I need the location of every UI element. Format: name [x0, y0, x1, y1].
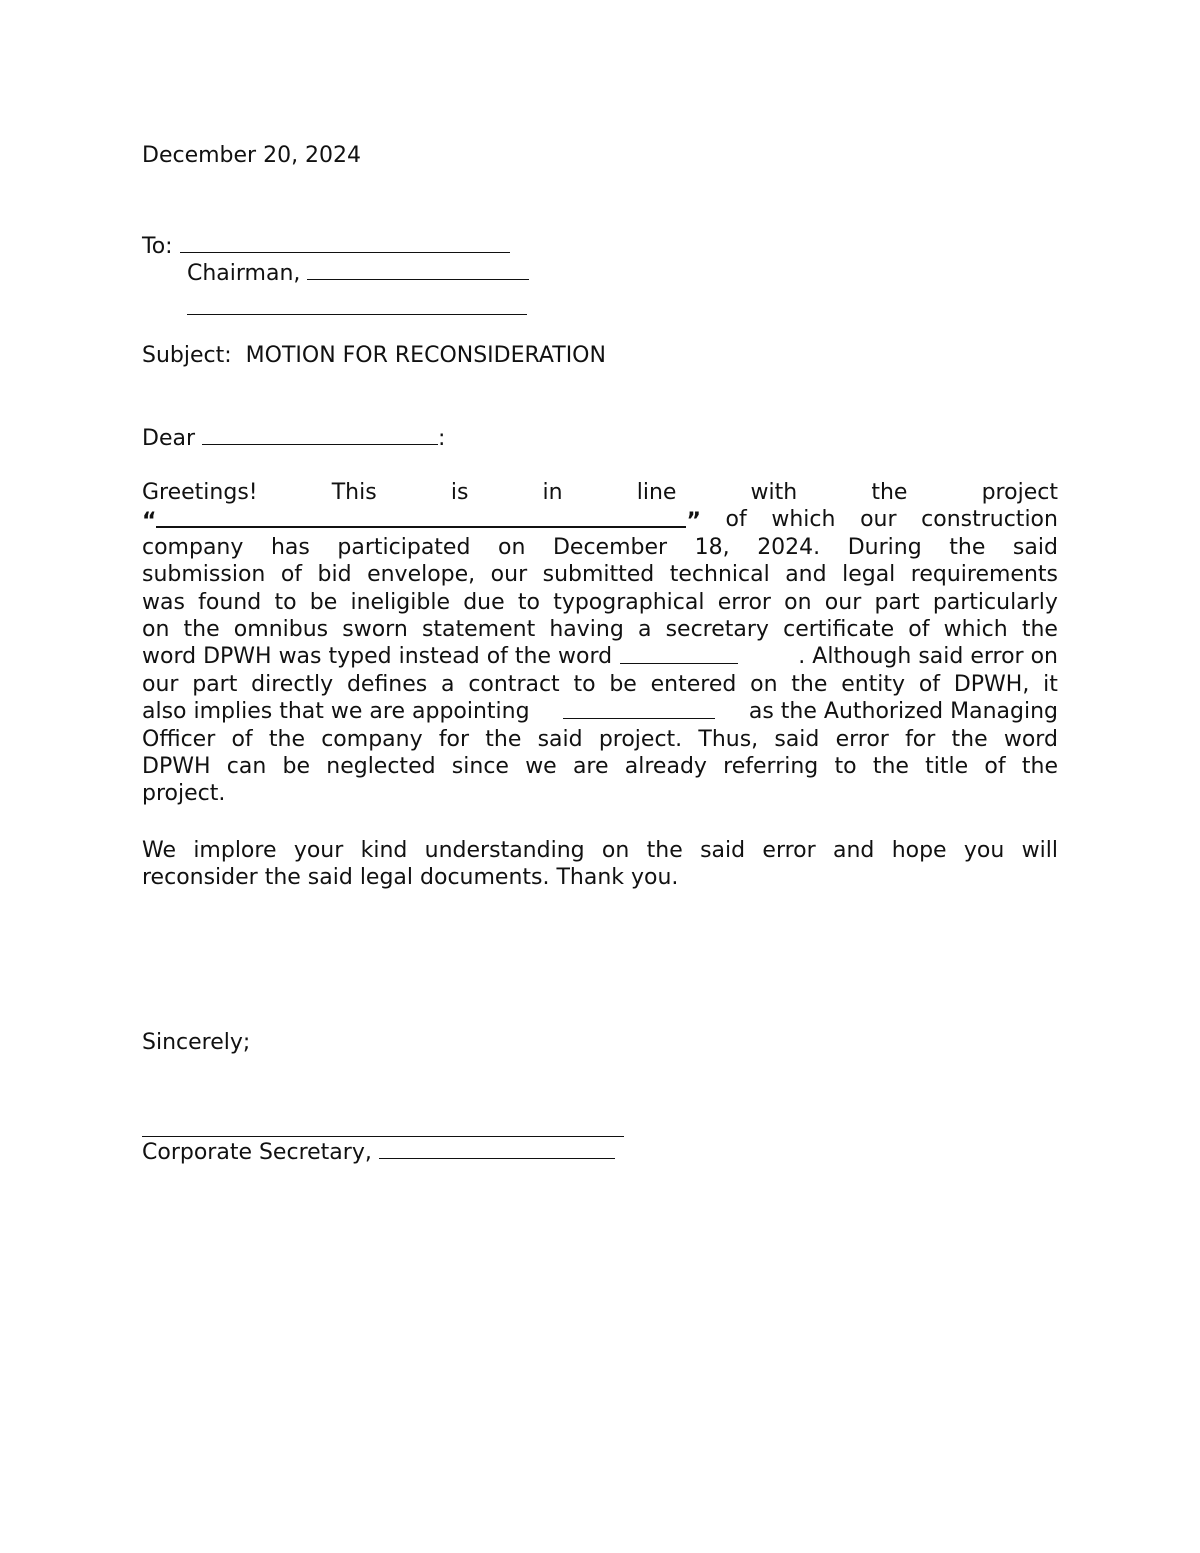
signatory-label: Corporate Secretary,	[142, 1140, 372, 1165]
body-line-8: our part directly defines a contract to be entered on the entity of DPWH, it	[142, 671, 1058, 697]
body-line-9: also implies that we are appointing as the Authorized Managing	[142, 699, 1058, 725]
body-line-3: company has participated on December 18, 2024. During the said	[142, 534, 1058, 560]
salutation-label: Dear	[142, 426, 196, 451]
salutation-name-blank	[202, 424, 438, 445]
recipient-name-blank	[180, 232, 510, 253]
body-line-5: was found to be ineligible due to typographical error on our part particularly	[142, 589, 1058, 615]
body-line-11: DPWH can be neglected since we are already referring to the title of the	[142, 753, 1058, 779]
body-line-1: Greetings! This is in line with the project	[142, 480, 1058, 505]
recipient-address-blank	[187, 314, 527, 315]
body-line-6: on the omnibus sworn statement having a secretary certificate of which the	[142, 616, 1058, 642]
correct-word-blank	[620, 643, 738, 664]
project-title-field: “ ”	[142, 506, 701, 533]
managing-officer-blank	[563, 698, 715, 719]
closing-line-1: We implore your kind understanding on the said error and hope you will	[142, 838, 1058, 863]
letter-date: December 20, 2024	[142, 143, 362, 168]
closing-paragraph	[142, 837, 1058, 892]
body-line-7: word DPWH was typed instead of the word . Although said error on	[142, 644, 1058, 670]
chairman-label: Chairman,	[187, 261, 301, 286]
project-title-blank	[156, 506, 686, 528]
subject-label: Subject:	[142, 343, 232, 368]
body-paragraph	[142, 479, 1058, 808]
sign-off: Sincerely;	[142, 1030, 251, 1055]
to-label: To:	[142, 234, 173, 259]
body-line-12: project.	[142, 781, 226, 807]
chairman-line	[187, 259, 529, 287]
body-line-2: “ ” of which our construction	[142, 507, 1058, 535]
recipient-line	[142, 232, 510, 260]
chairman-org-blank	[307, 259, 529, 280]
salutation-colon: :	[438, 426, 446, 451]
salutation-line	[142, 424, 445, 452]
subject-text: MOTION FOR RECONSIDERATION	[245, 343, 606, 368]
signatory-line	[142, 1138, 615, 1166]
body-line-10: Officer of the company for the said project. Thus, said error for the word	[142, 726, 1058, 752]
subject-line	[142, 342, 606, 369]
signatory-name-blank	[379, 1138, 615, 1159]
body-line-4: submission of bid envelope, our submitted technical and legal requirements	[142, 562, 1058, 588]
signature-line	[142, 1136, 624, 1137]
closing-line-2: reconsider the said legal documents. Thank you.	[142, 865, 679, 891]
